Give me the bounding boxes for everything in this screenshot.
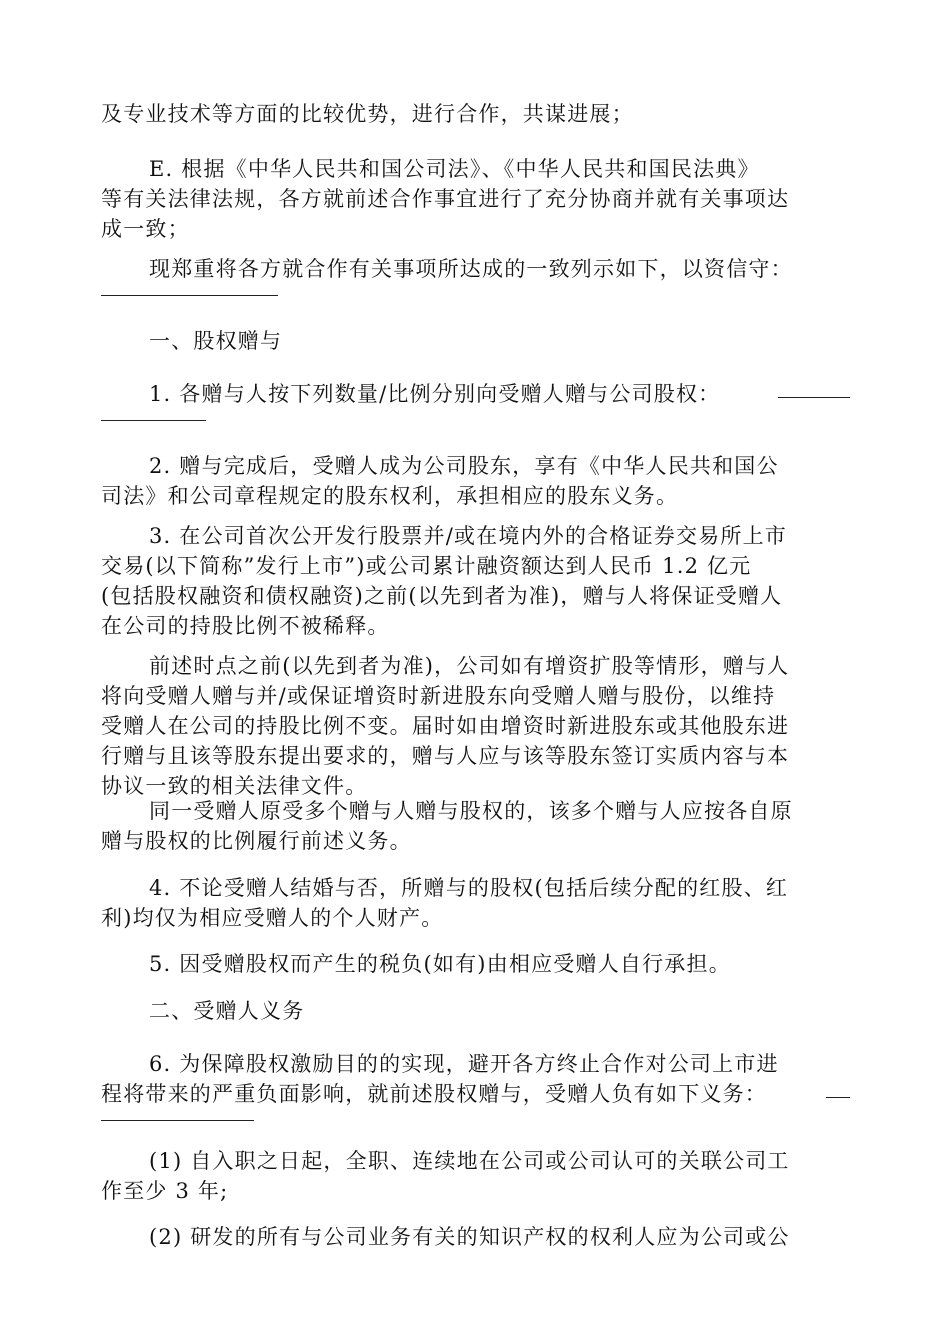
paragraph-line: 协议一致的相关法律文件。 [101, 774, 368, 798]
paragraph-line: 司法》和公司章程规定的股东权利，承担相应的股东义务。 [101, 484, 679, 508]
paragraph-line: E. 根据《中华人民共和国公司法》、《中华人民共和国民法典》 [149, 157, 760, 181]
paragraph-line: 同一受赠人原受多个赠与人赠与股权的，该多个赠与人应按各自原 [149, 799, 793, 823]
blank-underline [101, 295, 278, 296]
paragraph-line: (2) 研发的所有与公司业务有关的知识产权的权利人应为公司或公 [149, 1225, 790, 1249]
paragraph-line: 在公司的持股比例不被稀释。 [101, 614, 390, 638]
paragraph-line: 前述时点之前(以先到者为准)，公司如有增资扩股等情形，赠与人 [149, 654, 790, 678]
paragraph-line: 5. 因受赠股权而产生的税负(如有)由相应受赠人自行承担。 [149, 952, 731, 976]
paragraph-line: (1) 自入职之日起，全职、连续地在公司或公司认可的关联公司工 [149, 1149, 790, 1173]
blank-underline [101, 420, 206, 421]
paragraph-line: 受赠人在公司的持股比例不变。届时如由增资时新进股东或其他股东进 [101, 714, 790, 738]
paragraph-line: 等有关法律法规，各方就前述合作事宜进行了充分协商并就有关事项达 [101, 187, 790, 211]
paragraph-line: 将向受赠人赠与并/或保证增资时新进股东向受赠人赠与股份，以维持 [101, 684, 776, 708]
blank-underline [826, 1097, 850, 1098]
paragraph-line: 利)均仅为相应受赠人的个人财产。 [101, 906, 444, 930]
section-heading: 二、受赠人义务 [149, 999, 305, 1023]
blank-underline [101, 1120, 254, 1121]
paragraph-line: 3. 在公司首次公开发行股票并/或在境内外的合格证券交易所上市 [149, 524, 787, 548]
paragraph-line: 6. 为保障股权激励目的的实现，避开各方终止合作对公司上市进 [149, 1052, 779, 1076]
paragraph-line: 1. 各赠与人按下列数量/比例分别向受赠人赠与公司股权： [149, 382, 721, 406]
paragraph-line: 成一致； [101, 217, 190, 241]
paragraph-line: (包括股权融资和债权融资)之前(以先到者为准)，赠与人将保证受赠人 [101, 584, 783, 608]
section-heading: 一、股权赠与 [149, 329, 283, 353]
paragraph-line: 交易(以下简称”发行上市”)或公司累计融资额达到人民币 1.2 亿元 [101, 554, 752, 578]
paragraph-line: 2. 赠与完成后，受赠人成为公司股东，享有《中华人民共和国公 [149, 454, 779, 478]
blank-underline [778, 397, 850, 398]
paragraph-line: 作至少 3 年; [101, 1179, 229, 1203]
paragraph-line: 现郑重将各方就合作有关事项所达成的一致列示如下，以资信守： [149, 257, 793, 281]
paragraph-line: 行赠与且该等股东提出要求的，赠与人应与该等股东签订实质内容与本 [101, 744, 790, 768]
paragraph-line: 及专业技术等方面的比较优势，进行合作，共谋进展； [101, 102, 634, 126]
paragraph-line: 程将带来的严重负面影响，就前述股权赠与，受赠人负有如下义务： [101, 1082, 767, 1106]
paragraph-line: 4. 不论受赠人结婚与否，所赠与的股权(包括后续分配的红股、红 [149, 876, 789, 900]
paragraph-line: 赠与股权的比例履行前述义务。 [101, 829, 412, 853]
